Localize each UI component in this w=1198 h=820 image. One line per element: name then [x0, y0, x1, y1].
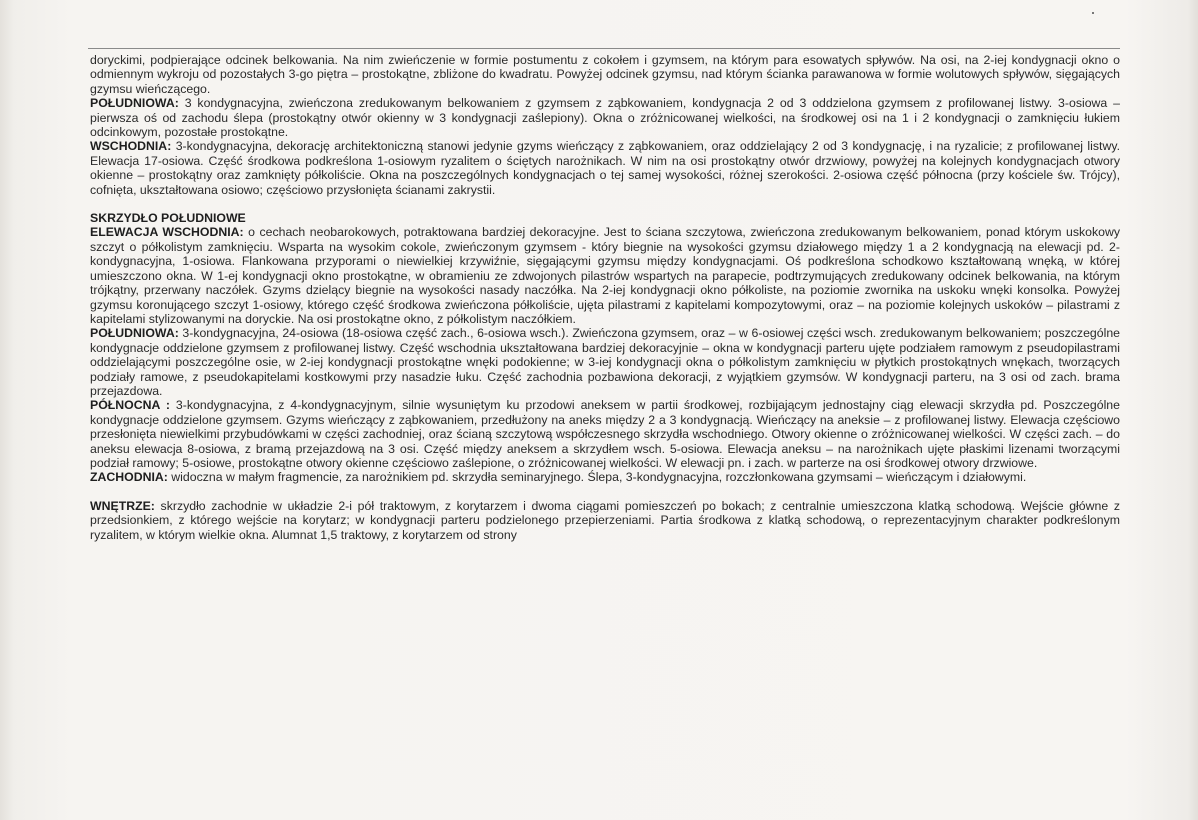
- paragraph-heading: WNĘTRZE:: [90, 498, 155, 513]
- scan-speck: [1092, 12, 1094, 14]
- paragraph-heading: POŁUDNIOWA:: [90, 326, 179, 341]
- paragraph-text: 3-kondygnacyjna, dekorację architektoniczną stanowi jedynie gzyms wieńczący z ząbkowaniem, oraz oddzielający 2 od 3 kondygnację, i na ryzalicie; z profilowanej listwy. Elewacja 17-osiowa. Część środkowa podkreślona 1-osiowym ryzalitem o ściętych narożnikach. W nim na osi prostokątny otwór drzwiowy, powyżej na kolejnych kondygnacjach otwory okienne – prostokątny oraz zamknięty półkoliście. Okna na poszczególnych kondygnacjach o tej samej wysokości, różnej szerokości. 2-osiowa część północna (przy kościele św. Trójcy), cofnięta, ukształtowana osiowo; częściowo przysłonięta ścianami zakrystii.: [90, 139, 1120, 197]
- paragraph-text: skrzydło zachodnie w układzie 2-i pół traktowym, z korytarzem i dwoma ciągami pomieszczeń po bokach; z centralnie umieszczona klatką schodową. Wejście główne z przedsionkiem, z którego wejście na korytarz; w kondygnacji parteru podzielonego przepierzeniami. Partia środkowa z klatką schodową, o reprezentacyjnym charakter podkreślonym ryzalitem, w którym wielkie okna. Alumnat 1,5 traktowy, z korytarzem od strony: [90, 498, 1120, 542]
- paragraph-heading: WSCHODNIA:: [90, 139, 172, 154]
- paragraph-spacer: [90, 197, 1120, 211]
- paragraph-text: 3-kondygnacyjna, 24-osiowa (18-osiowa część zach., 6-osiowa wsch.). Zwieńczona gzymsem, oraz – w 6-osiowej części wsch. zredukowanym belkowaniem; poszczególne kondygnacje oddzielone gzymsem z profilowanej listwy. Część wschodnia ukształtowana bardziej dekoracyjnie – okna w kondygnacji parteru ujęte podziałem ramowym z pseudopilastrami oddzielającymi poszczególne osie, w 2-iej kondygnacji prostokątne wnęki podokienne; w 3-iej kondygnacji okna o półkolistym zamknięciu w płytkich prostokątnych wnękach, tworzących podziały ramowe, z pseudokapitelami kostkowymi przy nasadzie łuku. Część zachodnia pozbawiona dekoracji, z wyjątkiem gzymsów. W kondygnacji parteru, na 3 osi od zach. brama przejazdowa.: [90, 326, 1120, 398]
- scan-shadow-right: [1188, 0, 1198, 820]
- header-rule: [88, 48, 1120, 49]
- paragraph-spacer: [90, 485, 1120, 499]
- paragraph-text: o cechach neobarokowych, potraktowana bardziej dekoracyjne. Jest to ściana szczytowa, zwieńczona zredukowanym belkowaniem, ponad którym uskokowy szczyt o półkolistym zamknięciu. Wsparta na wysokim cokole, zwieńczonym gzymsem - który biegnie na wysokości gzymsu działowego między 1 a 2 kondygnacją na elewacji pd. 2-kondygnacyjna, 1-osiowa. Flankowana przyporami o niewielkiej krzywiźnie, sięgającymi gzymsu między kondygnacjami. Oś podkreślona schodkowo kształtowaną wnęką, w której umieszczono okna. W 1-ej kondygnacji okno prostokątne, w obramieniu ze zdwojonych pilastrów wspartych na parapecie, podtrzymujących zredukowany odcinek belkowania, na którym trójkątny, przerwany naczółek. Gzyms dzielący biegnie na wysokości nasady naczółka. Na 2-iej kondygnacji okno półkoliste, na poziomie zwornika na uskoku wnęki konsolka. Powyżej gzymsu koronującego szczyt 1-osiowy, którego część środkowa zwieńczona półkoliście, ujęta pilastrami z kapitelami kompozytowymi, oraz – na poziomie kolejnych uskoków – pilastrami z kapitelami stylizowanymi na doryckie. Na osi prostokątne okno, z półkolistym naczółkiem.: [90, 225, 1120, 326]
- paragraph-wschodnia-west-wing: [90, 139, 1120, 197]
- paragraph-wnetrze: [90, 499, 1120, 542]
- paragraph-continuation: [90, 53, 1120, 96]
- paragraph-heading: ZACHODNIA:: [90, 470, 168, 485]
- paragraph-text: 3 kondygnacyjna, zwieńczona zredukowanym belkowaniem z gzymsem z ząbkowaniem, kondygnacja 2 od 3 oddzielona gzymsem z profilowanej listwy. 3-osiowa – pierwsza oś od zachodu ślepa (prostokątny otwór okienny w 3 kondygnacji zaślepiony). Okna o zróżnicowanej wielkości, na środkowej osi na 1 i 2 kondygnacji o zamknięciu łukiem odcinkowym, pozostałe prostokątne.: [90, 96, 1120, 140]
- paragraph-heading: PÓŁNOCNA :: [90, 398, 170, 413]
- section-title: SKRZYDŁO POŁUDNIOWE: [90, 211, 246, 226]
- paragraph-poludniowa-west-wing: [90, 96, 1120, 139]
- paragraph-text: widoczna w małym fragmencie, za narożnikiem pd. skrzydła seminaryjnego. Ślepa, 3-kondygnacyjna, rozczłonkowana gzymsami – wieńczącym i działowymi.: [167, 470, 1027, 485]
- paragraph-polnocna: [90, 398, 1120, 470]
- paragraph-zachodnia: [90, 470, 1120, 484]
- paragraph-poludniowa-south-wing: [90, 326, 1120, 398]
- document-body: [90, 53, 1120, 542]
- paragraph-text: 3-kondygnacyjna, z 4-kondygnacyjnym, silnie wysuniętym ku przodowi aneksem w partii środkowej, rozbijającym jednostajny ciąg elewacji skrzydła pd. Poszczególne kondygnacje oddzielone gzymsem. Gzyms wieńczący z ząbkowaniem, przedłużony na aneks między 2 a 3 kondygnacją. Wieńczący na aneksie – z profilowanej listwy. Elewacja częściowo przesłonięta niewielkimi przybudówkami w części zachodniej, oraz ścianą szczytową współczesnego skrzydła wschodniego. Otwory okienne o zróżnicowanej wielkości. W części zach. – do aneksu elewacja 8-osiowa, z bramą przejazdową na 3 osi. Część między aneksem a skrzydłem wsch. 5-osiowa. Elewacja aneksu – na narożnikach ujęte płaskimi lizenami tworzącymi podział ramowy; 5-osiowe, prostokątne otwory okienne częściowo zaślepione, o zróżnicowanej wielkości. W elewacji pn. i zach. w parterze na osi środkowej otwory drzwiowe.: [90, 398, 1120, 470]
- paragraph-text: doryckimi, podpierające odcinek belkowania. Na nim zwieńczenie w formie postumentu z cokołem i gzymsem, na którym para esowatych spływów. Na osi, na 2-iej kondygnacji okno o odmiennym wykroju od pozostałych 3-go piętra – prostokątne, zbliżone do kwadratu. Powyżej odcinek gzymsu, nad którym ścianka parawanowa w formie wolutowych spływów, sięgających gzymsu wieńczącego.: [90, 53, 1120, 96]
- section-heading: [90, 211, 1120, 225]
- paragraph-elewacja-wschodnia: [90, 225, 1120, 326]
- paragraph-heading: POŁUDNIOWA:: [90, 96, 179, 111]
- scan-shadow-left: [0, 0, 14, 820]
- paragraph-heading: ELEWACJA WSCHODNIA:: [90, 225, 244, 240]
